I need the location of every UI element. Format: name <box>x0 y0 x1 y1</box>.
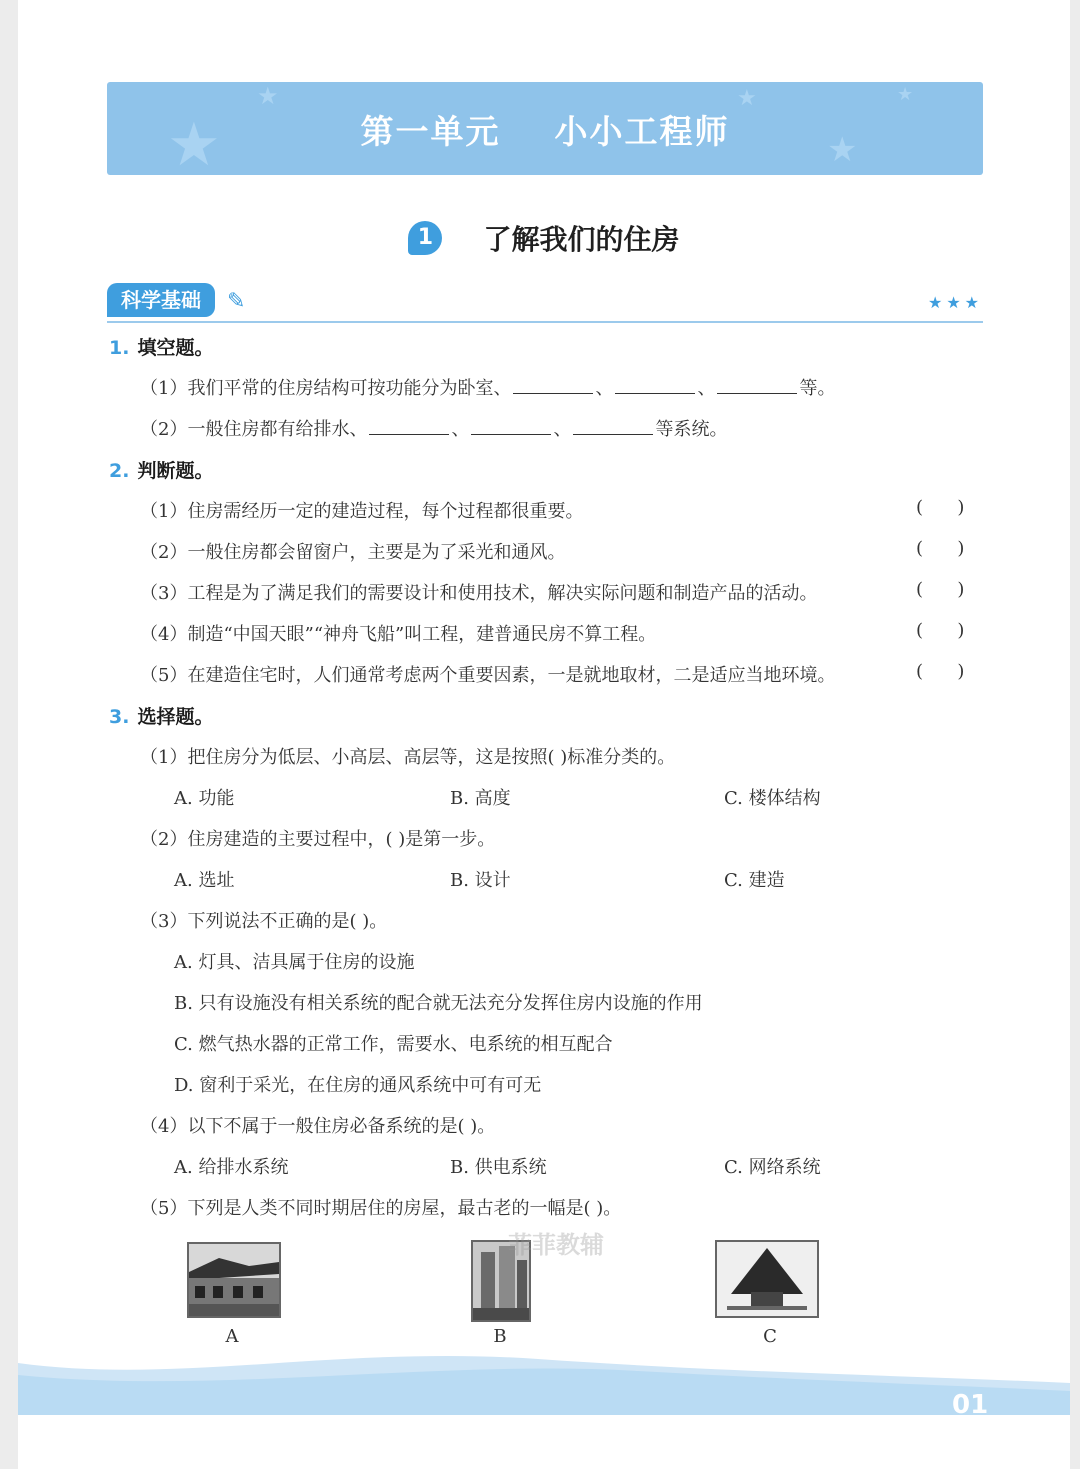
blank-field[interactable] <box>513 379 593 394</box>
question-3-heading <box>109 702 213 729</box>
unit-banner <box>107 82 983 175</box>
footer-wave <box>18 1345 1070 1415</box>
question-2-heading <box>109 456 213 483</box>
choice-option[interactable]: B. 高度 <box>450 788 511 809</box>
choice-option[interactable]: C. 楼体结构 <box>724 788 821 809</box>
answer-paren[interactable]: ( ) <box>916 661 965 682</box>
choice-option[interactable]: D. 窗利于采光，在住房的通风系统中可有可无 <box>174 1075 542 1096</box>
pencil-icon: ✎ <box>227 289 246 314</box>
blank-field[interactable] <box>615 379 695 394</box>
question-title: 选择题。 <box>137 706 214 728</box>
photo-old-house[interactable] <box>187 1242 281 1318</box>
choice-stem: （4）以下不属于一般住房必备系统的是( )。 <box>140 1116 496 1137</box>
item-text: 、 <box>451 419 470 440</box>
choice-option[interactable]: A. 灯具、洁具属于住房的设施 <box>174 952 415 973</box>
blank-field[interactable] <box>573 420 653 435</box>
blank-field[interactable] <box>471 420 551 435</box>
lesson-number-badge: 1 <box>408 221 442 255</box>
choice-stem: （3）下列说法不正确的是( )。 <box>140 911 388 932</box>
choice-stem: （1）把住房分为低层、小高层、高层等，这是按照( )标准分类的。 <box>140 747 676 768</box>
lesson-title: 了解我们的住房 <box>483 223 680 256</box>
item-text: 、 <box>697 378 716 399</box>
difficulty-stars: ★★★ <box>927 293 983 312</box>
choice-stem: （5）下列是人类不同时期居住的房屋，最古老的一幅是( )。 <box>140 1198 622 1219</box>
choice-option[interactable]: A. 给排水系统 <box>174 1157 289 1178</box>
fill-blank-item <box>140 415 727 441</box>
question-number: 2. <box>109 460 130 482</box>
section-bar <box>107 283 983 323</box>
choice-stem: （2）住房建造的主要过程中，( )是第一步。 <box>140 829 496 850</box>
question-1-heading <box>109 333 213 360</box>
item-text: 、 <box>595 378 614 399</box>
choice-option[interactable]: C. 燃气热水器的正常工作，需要水、电系统的相互配合 <box>174 1034 613 1055</box>
star-decoration-icon: ★ <box>897 84 914 105</box>
judge-item: （5）在建造住宅时，人们通常考虑两个重要因素，一是就地取材，二是适应当地环境。 <box>140 665 836 686</box>
choice-option[interactable]: B. 供电系统 <box>450 1157 547 1178</box>
answer-paren[interactable]: ( ) <box>916 620 965 641</box>
page-number: 01 <box>952 1390 989 1420</box>
star-decoration-icon: ★ <box>257 82 279 110</box>
question-title: 填空题。 <box>137 337 214 359</box>
lesson-header <box>18 218 1070 262</box>
workbook-page <box>18 0 1070 1469</box>
choice-option[interactable]: B. 设计 <box>450 870 511 891</box>
question-number: 3. <box>109 706 130 728</box>
judge-item: （2）一般住房都会留窗户，主要是为了采光和通风。 <box>140 542 566 563</box>
photo-label: C <box>763 1326 777 1347</box>
question-title: 判断题。 <box>137 460 214 482</box>
star-decoration-icon: ★ <box>167 110 221 175</box>
item-text: （2）一般住房都有给排水、 <box>140 419 368 440</box>
watermark: 菲菲教辅 <box>508 1231 604 1259</box>
photo-label: B <box>493 1326 507 1347</box>
choice-option[interactable]: C. 建造 <box>724 870 785 891</box>
star-decoration-icon: ★ <box>737 86 757 111</box>
judge-item: （3）工程是为了满足我们的需要设计和使用技术，解决实际问题和制造产品的活动。 <box>140 583 818 604</box>
choice-option[interactable]: C. 网络系统 <box>724 1157 821 1178</box>
blank-field[interactable] <box>717 379 797 394</box>
star-decoration-icon: ★ <box>827 130 858 170</box>
choice-option[interactable]: B. 只有设施没有相关系统的配合就无法充分发挥住房内设施的作用 <box>174 993 703 1014</box>
item-text: （1）我们平常的住房结构可按功能分为卧室、 <box>140 378 512 399</box>
judge-item: （1）住房需经历一定的建造过程，每个过程都很重要。 <box>140 501 584 522</box>
item-text: 等。 <box>799 378 836 399</box>
judge-item: （4）制造“中国天眼”“神舟飞船”叫工程，建普通民房不算工程。 <box>140 624 657 645</box>
blank-field[interactable] <box>369 420 449 435</box>
fill-blank-item <box>140 374 835 400</box>
choice-option[interactable]: A. 选址 <box>174 870 235 891</box>
unit-title: 第一单元 小小工程师 <box>360 112 730 151</box>
photo-thatched-hut[interactable] <box>715 1240 819 1318</box>
item-text: 等系统。 <box>655 419 728 440</box>
choice-option[interactable]: A. 功能 <box>174 788 235 809</box>
item-text: 、 <box>553 419 572 440</box>
answer-paren[interactable]: ( ) <box>916 579 965 600</box>
answer-paren[interactable]: ( ) <box>916 497 965 518</box>
photo-label: A <box>225 1326 239 1347</box>
answer-paren[interactable]: ( ) <box>916 538 965 559</box>
section-tag: 科学基础 <box>107 283 215 317</box>
question-number: 1. <box>109 337 130 359</box>
